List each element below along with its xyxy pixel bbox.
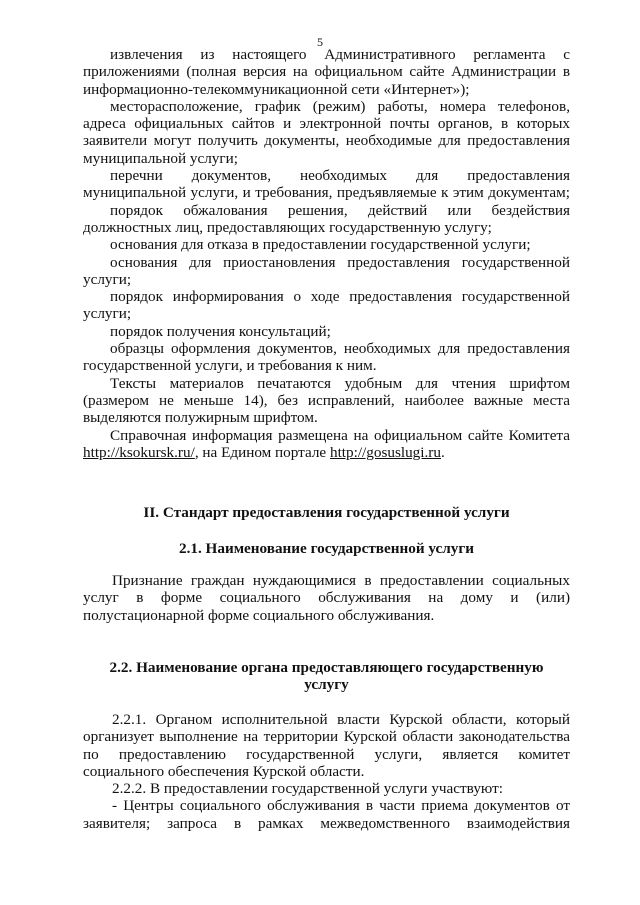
list-item: месторасположение, график (режим) работы, номера телефонов, [110,97,570,115]
gosuslugi-link[interactable]: http://gosuslugi.ru [329,443,441,461]
section-title: II. Стандарт предоставления государственной услуги [143,504,510,521]
paragraph-2-2-2: 2.2.2. В предоставлении государственной услуги участвуют: [112,780,503,798]
list-item: основания для отказа в предоставлении государственной услуги; [110,236,531,254]
reference-paragraph: Справочная информация размещена на официальном сайте Комитета [110,426,570,444]
ksokursk-link[interactable]: http://ksokursk.ru/ [83,443,195,461]
fonts-paragraph: Тексты материалов печатаются удобным для чтения шрифтом [110,374,570,392]
list-item: порядок получения консультаций; [110,322,331,340]
subsection-2-1-title: 2.1. Наименование государственной услуги [178,540,475,557]
requirements-list: извлечения из настоящего Административного регламента с приложениями (полная версия на официальном сайте Администрации в информационно-телекоммуникационной сети «Интернет»); месторасположение, график (режим) работы, номера телефонов, адреса официальных сайтов и электронной почты органов, в которых заявители могут получить документы, необходимые для предоставления муниципальной услуги; перечни документов, необходимых для предоставления муниципальной услуги, и требования, предъявляемые к этим документам; порядок обжалования решения, действий или бездействия должностных лиц, предоставляющих государственную услугу; основания для отказа в предоставлении государственной услуги; основания для приостановления предоставления государственной услуги; порядок информирования о ходе предоставления государственной услуги; порядок получения консультаций; образцы оформления документов, необходимых для предоставления государственной услуги, и требования к ним. Тексты материалов печатаются удобным для чтения шрифтом (размером не меньше 14), без исправлений, наиболее важные места выделяются полужирным шрифтом. Справочная информация размещена на официальном сайте Комитета http://ksokursk.ru/, на Едином портале http://gosuslugi.ru. [83,46,570,461]
list-item: порядок информирования о ходе предоставления государственной [110,288,570,306]
subsection-2-2-title: 2.2. Наименование органа предоставляющего государственную услугу [109,659,544,694]
subsection-2-2-text: 2.2.1. Органом исполнительной власти Курской области, который организует выполнение на территории Курской области законодательства по предоставлению государственной услуги, является комитет социального обеспечения Курской области. 2.2.2. В предоставлении государственной услуги участвуют: - Центры социального обслуживания в части приема документов от заявителя; запроса в рамках межведомственного взаимодействия [83,711,570,832]
list-item: образцы оформления документов, необходимых для предоставления [110,340,570,358]
list-item: перечни документов, необходимых для предоставления [110,167,570,185]
paragraph-centers: - Центры социального обслуживания в части приема документов от [112,797,570,815]
list-item: порядок обжалования решения, действий или бездействия [110,201,570,219]
list-item: извлечения из настоящего Административного регламента с [110,46,570,63]
page-number: 5 [317,35,323,49]
list-item: основания для приостановления предоставления государственной [110,253,570,271]
paragraph-2-2-1: 2.2.1. Органом исполнительной власти Курской области, который [112,711,570,728]
subsection-2-1-text: Признание граждан нуждающимися в предоставлении социальных услуг в форме социального обслуживания на дому и (или) полустационарной форме социального обслуживания. [83,572,570,624]
